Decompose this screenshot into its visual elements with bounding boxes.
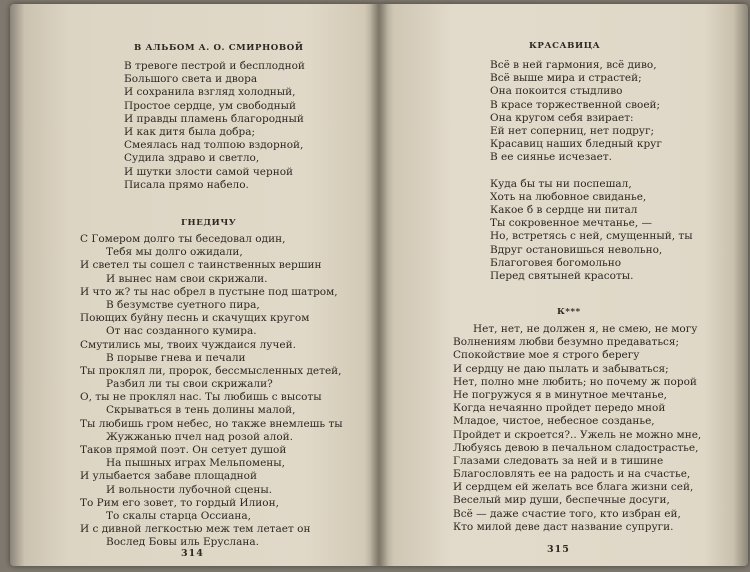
poem-line: Скрываться в тень долины малой, bbox=[106, 404, 296, 417]
poem-line: И светел ты сошел с таинственных вершин bbox=[80, 259, 322, 272]
poem-line: Тебя мы долго ожидали, bbox=[106, 246, 243, 259]
poem-title-gnedichu: ГНЕДИЧУ bbox=[181, 218, 237, 228]
book-spread bbox=[10, 4, 748, 566]
poem-line: И что ж? ты нас обрел в пустыне под шатром, bbox=[80, 285, 338, 298]
poem-line: И сердцем ей желать все блага жизни сей, bbox=[453, 481, 694, 494]
poem-line: Судила здраво и светло, bbox=[124, 152, 260, 165]
poem-line: И шутки злости самой черной bbox=[124, 165, 294, 178]
poem-line: Нет, полно мне любить; но почему ж порой bbox=[453, 375, 697, 388]
poem-line: Перед святыней красоты. bbox=[490, 270, 634, 282]
page-number-right: 315 bbox=[547, 544, 570, 555]
poem-line: И с дивной легкостью меж тем летает он bbox=[80, 523, 311, 536]
poem-line: Всё выше мира и страстей; bbox=[490, 72, 642, 85]
poem-line: Не погружуся я в минутное мечтанье, bbox=[453, 388, 667, 401]
poem-line: И правды пламень благородный bbox=[124, 112, 304, 125]
poem-line: В тревоге пестрой и бесплодной bbox=[124, 60, 305, 72]
poem-line: Ты любишь гром небес, но также внемлешь ты bbox=[80, 417, 343, 430]
poem-line: Разбил ли ты свои скрижали? bbox=[106, 378, 273, 391]
poem-line: В порыве гнева и печали bbox=[106, 351, 246, 364]
poem-line: И сердцу не даю пылать и забываться; bbox=[453, 362, 669, 375]
poem-line: Всё в ней гармония, всё диво, bbox=[490, 59, 657, 71]
poem-line: Спокойствие мое я строго берегу bbox=[453, 349, 640, 362]
poem-line: Простое сердце, ум свободный bbox=[124, 99, 296, 112]
poem-body-smirnova bbox=[124, 60, 305, 192]
poem-line: От нас созданного кумира. bbox=[106, 325, 257, 338]
poem-body-k bbox=[453, 323, 701, 534]
poem-line: О, ты не проклял нас. Ты любишь с высоты bbox=[80, 391, 322, 404]
poem-line: И как дитя была добра; bbox=[124, 125, 256, 138]
poem-line: Писала прямо набело. bbox=[124, 178, 249, 191]
poem-line: Смеялась над толпою вздорной, bbox=[124, 139, 304, 152]
poem-line: Веселый мир души, беспечные досуги, bbox=[453, 494, 670, 507]
poem-line: Жужжанью пчел над розой алой. bbox=[106, 430, 293, 443]
poem-line: И улыбается забаве площадной bbox=[80, 470, 257, 483]
page-number-left: 314 bbox=[181, 548, 204, 559]
poem-line: Благословлять ее на радость и на счастье, bbox=[453, 468, 691, 481]
poem-line: Волнениям любви безумно предаваться; bbox=[453, 336, 680, 349]
poem-title-krasavitsa: КРАСАВИЦА bbox=[529, 41, 601, 51]
poem-line: Когда нечаянно пройдет передо мной bbox=[453, 402, 666, 415]
poem-line: Любуясь девою в печальном сладострастье, bbox=[453, 441, 699, 454]
poem-line: Младое, чистое, небесное созданье, bbox=[453, 415, 655, 428]
poem-line: Кто милой деве даст название супруги. bbox=[453, 520, 674, 533]
poem-line: В ее сиянье исчезает. bbox=[490, 151, 612, 164]
poem-line: Благоговея богомольно bbox=[490, 256, 622, 269]
poem-line: Вослед Бовы иль Еруслана. bbox=[106, 536, 259, 549]
poem-line: На пышных играх Мельпомены, bbox=[106, 457, 285, 470]
poem-line: В красе торжественной своей; bbox=[490, 98, 661, 111]
poem-line: Она покоится стыдливо bbox=[490, 85, 623, 98]
poem-line: Ты сокровенное мечтанье, — bbox=[490, 217, 652, 230]
right-page bbox=[379, 4, 748, 566]
poem-line: Большого света и двора bbox=[124, 73, 258, 86]
poem-line: Поющих буйну песнь и скачущих кругом bbox=[80, 312, 310, 325]
poem-line: Но, встретясь с ней, смущенный, ты bbox=[490, 230, 693, 243]
poem-line: Нет, нет, не должен я, не смею, не могу bbox=[473, 323, 698, 335]
poem-body-krasavitsa bbox=[490, 59, 693, 283]
poem-line: И сохранила взгляд холодный, bbox=[124, 86, 296, 99]
poem-line: Смутились мы, твоих чуждаися лучей. bbox=[80, 338, 296, 351]
poem-line: С Гомером долго ты беседовал один, bbox=[80, 233, 286, 245]
poem-line: Пройдет и скроется?.. Ужель не можно мне, bbox=[453, 428, 702, 441]
poem-line: То Рим его зовет, то гордый Илион, bbox=[80, 496, 279, 509]
stanza-break bbox=[490, 165, 693, 178]
poem-line: Ты проклял ли, пророк, бессмысленных детей, bbox=[80, 364, 342, 377]
poem-line: Она кругом себя взирает: bbox=[490, 111, 634, 124]
poem-line: Куда бы ты ни поспешал, bbox=[490, 177, 632, 190]
poem-line: Какое б в сердце ни питал bbox=[490, 204, 638, 217]
poem-line: Ей нет соперниц, нет подруг; bbox=[490, 124, 655, 137]
poem-line: То скалы старца Оссиана, bbox=[106, 509, 251, 522]
poem-line: В безумстве суетного пира, bbox=[106, 298, 260, 311]
poem-line: Глазами следовать за ней и в тишине bbox=[453, 454, 664, 467]
poem-body-gnedichu bbox=[80, 233, 343, 550]
poem-line: И вольности лубочной сцены. bbox=[106, 483, 273, 496]
poem-line: Вдруг остановишься невольно, bbox=[490, 243, 663, 256]
poem-line: Красавиц наших бледный круг bbox=[490, 138, 662, 151]
poem-line: Всё — даже счастие того, кто избран ей, bbox=[453, 507, 681, 520]
poem-line: Таков прямой поэт. Он сетует душой bbox=[80, 444, 287, 456]
poem-title-smirnova: В АЛЬБОМ А. О. СМИРНОВОЙ bbox=[134, 43, 304, 53]
poem-line: Хоть на любовное свиданье, bbox=[490, 190, 647, 203]
poem-title-k: К*** bbox=[557, 307, 581, 317]
poem-line: И вынес нам свои скрижали. bbox=[106, 272, 268, 285]
left-page bbox=[10, 4, 379, 566]
